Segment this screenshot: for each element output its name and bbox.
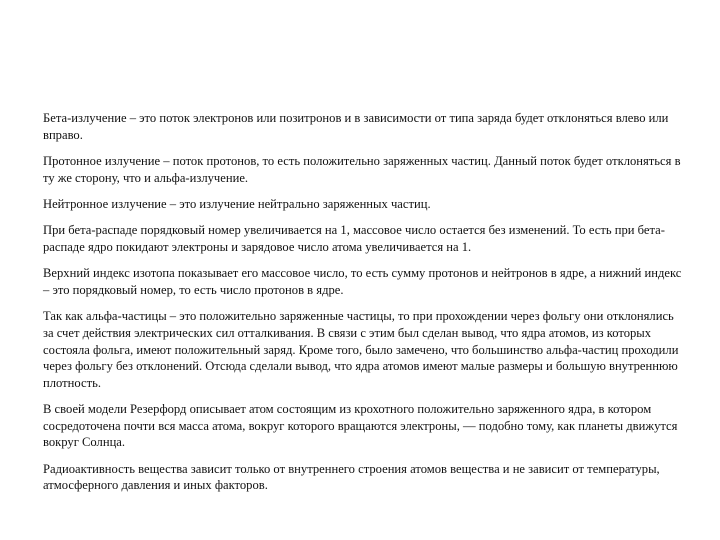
paragraph-alpha-foil-experiment: Так как альфа-частицы – это положительно заряженные частицы, то при прохождении через фольгу они отклонялись за счет действия электрических сил отталкивания. В связи с этим был сделан вывод, что ядра атомов, из которых состояла фольга, имеют положительный заряд. Кроме того, было замечено, что большинство альфа-частиц проходили через фольгу без отклонений. Отсюда сделали вывод, что ядра атомов имеют малые размеры и большую внутреннюю плотность. <box>43 309 679 390</box>
paragraph-radioactivity-independence: Радиоактивность вещества зависит только от внутреннего строения атомов вещества и не зависит от температуры, атмосферного давления и иных факторов. <box>43 461 660 493</box>
paragraph-beta-radiation: Бета-излучение – это поток электронов или позитронов и в зависимости от типа заряда будет отклоняться влево или вправо. <box>43 111 669 142</box>
slide-text-body <box>43 110 683 504</box>
paragraph-rutherford-model: В своей модели Резерфорд описывает атом состоящим из крохотного положительно заряженного ядра, в котором сосредоточена почти вся масса атома, вокруг которого вращаются электроны, — подобно тому, как планеты движутся вокруг Солнца. <box>43 402 678 450</box>
paragraph-neutron-radiation: Нейтронное излучение – это излучение нейтрально заряженных частиц. <box>43 196 431 211</box>
paragraph-isotope-indices: Верхний индекс изотопа показывает его массовое число, то есть сумму протонов и нейтронов в ядре, а нижний индекс – это порядковый номер, то есть число протонов в ядре. <box>43 266 682 297</box>
paragraph-beta-decay: При бета-распаде порядковый номер увеличивается на 1, массовое число остается без изменений. То есть при бета-распаде ядро покидают электроны и зарядовое число атома увеличивается на 1. <box>43 223 665 254</box>
paragraph-proton-radiation: Протонное излучение – поток протонов, то есть положительно заряженных частиц. Данный поток будет отклоняться в ту же сторону, что и альфа-излучение. <box>43 153 681 185</box>
